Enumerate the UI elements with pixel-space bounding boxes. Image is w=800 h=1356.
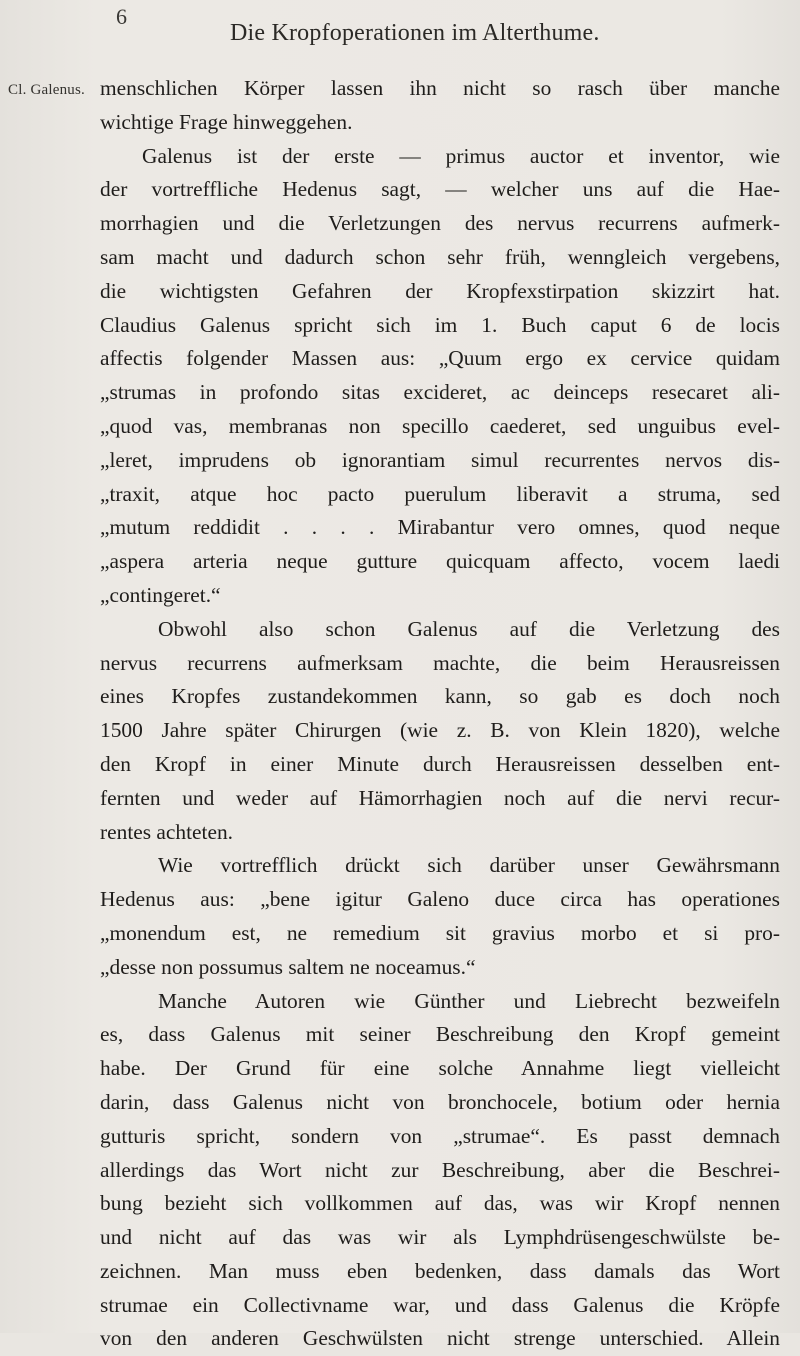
text-line: „strumas in profondo sitas excideret, ac deinceps resecaret ali- — [100, 380, 780, 405]
text-line: Galenus ist der erste — primus auctor et inventor, wie — [142, 143, 780, 168]
text-line: den Kropf in einer Minute durch Herausreissen desselben ent- — [100, 751, 780, 776]
text-line: nervus recurrens aufmerksam machte, die beim Herausreissen — [100, 650, 780, 675]
text-line: „traxit, atque hoc pacto puerulum liberavit a struma, sed — [100, 481, 780, 506]
text-line: allerdings das Wort nicht zur Beschreibung, aber die Beschrei- — [100, 1157, 780, 1182]
text-line: und nicht auf das was wir als Lymphdrüsengeschwülste be- — [100, 1225, 780, 1250]
text-line: menschlichen Körper lassen ihn nicht so rasch über manche — [100, 76, 780, 100]
text-line: „contingeret.“ — [100, 582, 221, 607]
page-number: 6 — [116, 4, 127, 29]
text-line: wichtige Frage hinweggehen. — [100, 109, 353, 134]
text-line: fernten und weder auf Hämorrhagien noch auf die nervi recur- — [100, 785, 780, 810]
text-line: „desse non possumus saltem ne noceamus.“ — [100, 954, 476, 979]
running-title: Die Kropfoperationen im Alterthume. — [230, 20, 600, 46]
text-line: die wichtigsten Gefahren der Kropfexstirpation skizzirt hat. — [100, 278, 780, 303]
text-line: 1500 Jahre später Chirurgen (wie z. B. von Klein 1820), welche — [100, 718, 780, 743]
text-line: strumae ein Collectivname war, und dass Galenus die Kröpfe — [100, 1292, 780, 1317]
text-line: es, dass Galenus mit seiner Beschreibung den Kropf gemeint — [100, 1022, 780, 1047]
text-line: „quod vas, membranas non specillo caederet, sed unguibus evel- — [100, 413, 780, 438]
text-line: Claudius Galenus spricht sich im 1. Buch caput 6 de locis — [100, 312, 780, 337]
text-line: von den anderen Geschwülsten nicht strenge unterschied. Allein — [100, 1326, 780, 1351]
text-line: „leret, imprudens ob ignorantiam simul recurrentes nervos dis- — [100, 447, 780, 472]
text-line: der vortreffliche Hedenus sagt, — welcher uns auf die Hae- — [100, 177, 780, 202]
text-line: „monendum est, ne remedium sit gravius morbo et si pro- — [100, 920, 780, 945]
text-line: darin, dass Galenus nicht von bronchocele, botium oder hernia — [100, 1089, 780, 1114]
text-line: Manche Autoren wie Günther und Liebrecht bezweifeln — [158, 988, 780, 1013]
text-line: sam macht und dadurch schon sehr früh, wenngleich vergebens, — [100, 244, 780, 269]
body-text — [100, 72, 780, 1356]
margin-note: Cl. Galenus. — [8, 82, 85, 98]
text-line: affectis folgender Massen aus: „Quum ergo ex cervice quidam — [100, 346, 780, 371]
text-line: eines Kropfes zustandekommen kann, so gab es doch noch — [100, 684, 780, 709]
text-line: gutturis spricht, sondern von „strumae“. Es passt demnach — [100, 1123, 780, 1148]
text-line: Wie vortrefflich drückt sich darüber unser Gewährsmann — [158, 853, 780, 878]
text-line: morrhagien und die Verletzungen des nervus recurrens aufmerk- — [100, 211, 780, 236]
text-line: habe. Der Grund für eine solche Annahme liegt vielleicht — [100, 1056, 780, 1081]
text-line: zeichnen. Man muss eben bedenken, dass damals das Wort — [100, 1258, 780, 1283]
text-line: Obwohl also schon Galenus auf die Verletzung des — [158, 616, 780, 641]
text-line: „aspera arteria neque gutture quicquam affecto, vocem laedi — [100, 549, 780, 574]
text-line: „mutum reddidit . . . . Mirabantur vero omnes, quod neque — [100, 515, 780, 540]
text-line: Hedenus aus: „bene igitur Galeno duce circa has operationes — [100, 887, 780, 912]
text-line: bung bezieht sich vollkommen auf das, was wir Kropf nennen — [100, 1191, 780, 1216]
text-line: rentes achteten. — [100, 819, 234, 844]
